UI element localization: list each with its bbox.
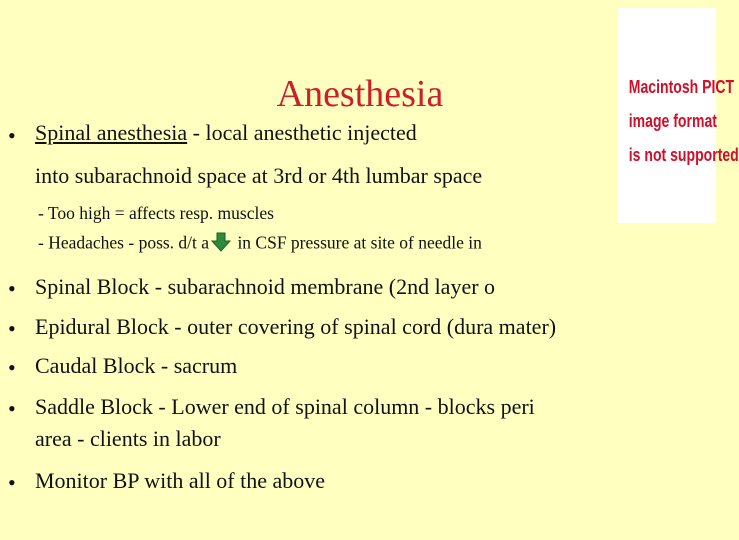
slide-title: Anesthesia — [276, 73, 444, 115]
bullet-caudal-block: Caudal Block - sacrum — [35, 353, 238, 378]
placeholder-text — [628, 70, 739, 172]
bullet-spinal-anesthesia — [35, 120, 417, 146]
bullet-marker: • — [8, 396, 16, 421]
bullet-monitor-bp: Monitor BP with all of the above — [35, 468, 326, 493]
placeholder-line: image format — [628, 111, 717, 131]
sub-item-headaches — [38, 232, 482, 257]
bullet-marker: • — [8, 276, 16, 301]
bullet-marker: • — [8, 123, 16, 148]
bullet-saddle-block-continued: area - clients in labor — [35, 426, 221, 451]
bullet-marker: • — [8, 470, 16, 495]
spinal-anesthesia-term: Spinal anesthesia — [35, 120, 188, 145]
placeholder-line: Macintosh PICT — [628, 77, 735, 97]
bullet-marker: • — [8, 316, 16, 341]
headaches-text-start: - Headaches - poss. d/t a — [38, 232, 210, 253]
sub-item-too-high: - Too high = affects resp. muscles — [38, 203, 274, 223]
bullet-marker: • — [8, 355, 16, 380]
bullet-spinal-block: Spinal Block - subarachnoid membrane (2nd layer o — [35, 274, 496, 299]
down-arrow-icon — [211, 232, 231, 257]
bullet-epidural-block: Epidural Block - outer covering of spinal cord (dura mater) — [35, 314, 557, 339]
spinal-anesthesia-definition: - local anesthetic injected — [187, 120, 417, 145]
bullet-spinal-anesthesia-continued: into subarachnoid space at 3rd or 4th lumbar space — [35, 163, 483, 188]
placeholder-line: is not supported — [628, 145, 739, 165]
bullet-saddle-block: Saddle Block - Lower end of spinal column - blocks peri — [35, 394, 535, 419]
unsupported-image-placeholder — [618, 8, 739, 223]
headaches-text-end: in CSF pressure at site of needle in — [233, 232, 482, 253]
